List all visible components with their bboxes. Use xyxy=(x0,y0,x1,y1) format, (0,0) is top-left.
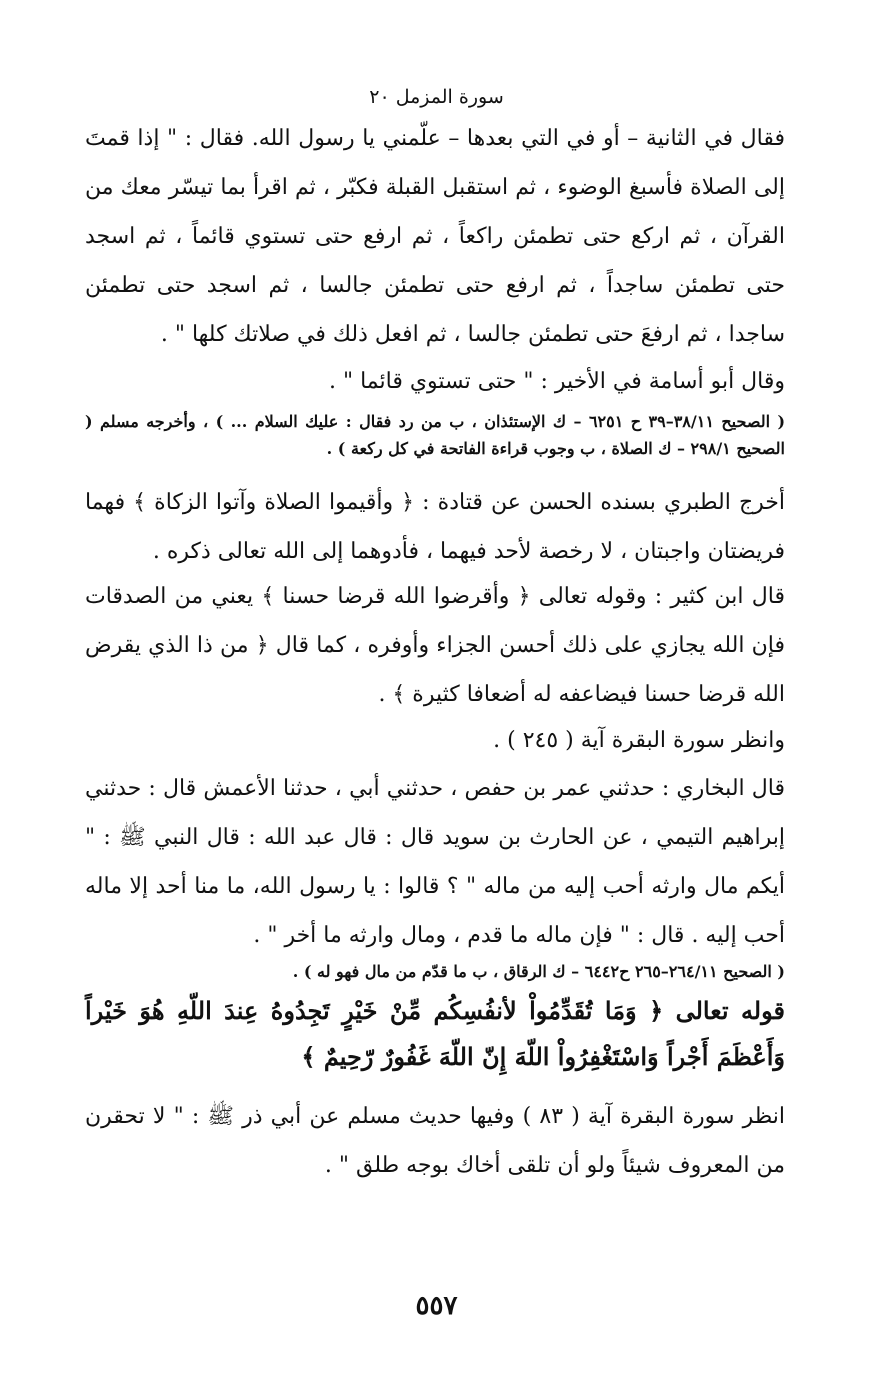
paragraph-text: قال ابن كثير : وقوله تعالى ﴿ وأقرضوا الله قرضا حسنا ﴾ يعني من الصدقات فإن الله يجازي على ذلك أحسن الجزاء وأوفره ، كما قال ﴿ من ذا الذي يقرض الله قرضا حسنا فيضاعفه له أضعافا كثيرة ﴾ . xyxy=(85,584,785,707)
paragraph-text: وانظر سورة البقرة آية ( ٢٤٥ ) . xyxy=(493,728,785,753)
paragraph-text: قال البخاري : حدثني عمر بن حفص ، حدثني أبي ، حدثنا الأعمش قال : حدثني إبراهيم التيمي ، عن الحارث بن سويد قال : قال عبد الله : قال النبي ﷺ : " أيكم مال وارثه أحب إليه من ماله " ؟ قالوا : يا رسول الله، ما منا أحد إلا ماله أحب إليه . قال : " فإن ماله ما قدم ، ومال وارثه ما أخر " . xyxy=(85,776,785,948)
surah-title: سورة المزمل ٢٠ xyxy=(369,86,504,108)
paragraph-text: انظر سورة البقرة آية ( ٨٣ ) وفيها حديث مسلم عن أبي ذر ﷺ : " لا تحقرن من المعروف شيئاً ولو أن تلقى أخاك بوجه طلق " . xyxy=(85,1104,785,1178)
paragraph-prayer-hadith-continued xyxy=(85,114,785,359)
verse-text: قوله تعالى ﴿ وَمَا تُقَدِّمُواْ لأنفُسِكُم مِّنْ خَيْرٍ تَجِدُوهُ عِندَ اللّهِ هُوَ خَيْراً وَأَعْظَمَ أَجْراً وَاسْتَغْفِرُواْ اللّهَ إِنّ اللّهَ غَفُورٌ رّحِيمٌ ﴾ xyxy=(85,996,785,1071)
page-number: ٥٥٧ xyxy=(415,1291,458,1321)
paragraph-ibn-kathir xyxy=(85,572,785,719)
verse-heading xyxy=(85,988,785,1080)
running-header xyxy=(0,84,873,110)
reference-text: ( الصحيح ٢٦٤/١١–٢٦٥ ح٦٤٤٢ – ك الرقاق ، ب ما قدّم من مال فهو له ) . xyxy=(292,962,785,981)
paragraph-see-baqara-83 xyxy=(85,1092,785,1190)
paragraph-abu-usama xyxy=(85,357,785,406)
paragraph-text: أخرج الطبري بسنده الحسن عن قتادة : ﴿ وأقيموا الصلاة وآتوا الزكاة ﴾ فهما فريضتان واجبتان ، لا رخصة لأحد فيهما ، فأدوهما إلى الله تعالى ذكره . xyxy=(85,490,785,564)
paragraph-text: وقال أبو أسامة في الأخير : " حتى تستوي قائما " . xyxy=(328,369,785,394)
reference-sahih-riqaq xyxy=(85,958,785,985)
page-footer xyxy=(0,1290,873,1322)
reference-text: ( الصحيح ٣٨/١١–٣٩ ح ٦٢٥١ – ك الإستئذان ، ب من رد فقال : عليك السلام ... ) ، وأخرجه مسلم ( الصحيح ٢٩٨/١ – ك الصلاة ، ب وجوب قراءة الفاتحة في كل ركعة ) . xyxy=(85,412,786,458)
paragraph-text: فقال في الثانية – أو في التي بعدها – علّمني يا رسول الله. فقال : " إذا قمتَ إلى الصلاة فأسبغ الوضوء ، ثم استقبل القبلة فكبّر ، ثم اقرأ بما تيسّر معك من القرآن ، ثم اركع حتى تطمئن راكعاً ، ثم ارفع حتى تستوي قائماً ، ثم اسجد حتى تطمئن ساجداً ، ثم ارفع حتى تطمئن جالسا ، ثم اسجد حتى تطمئن ساجدا ، ثم ارفعَ حتى تطمئن جالسا ، ثم افعل ذلك في صلاتك كلها " . xyxy=(85,126,785,347)
paragraph-see-baqara-245 xyxy=(85,716,785,765)
paragraph-tabari xyxy=(85,478,785,576)
reference-sahih-bukhari xyxy=(85,408,785,462)
paragraph-bukhari-hadith xyxy=(85,764,785,960)
